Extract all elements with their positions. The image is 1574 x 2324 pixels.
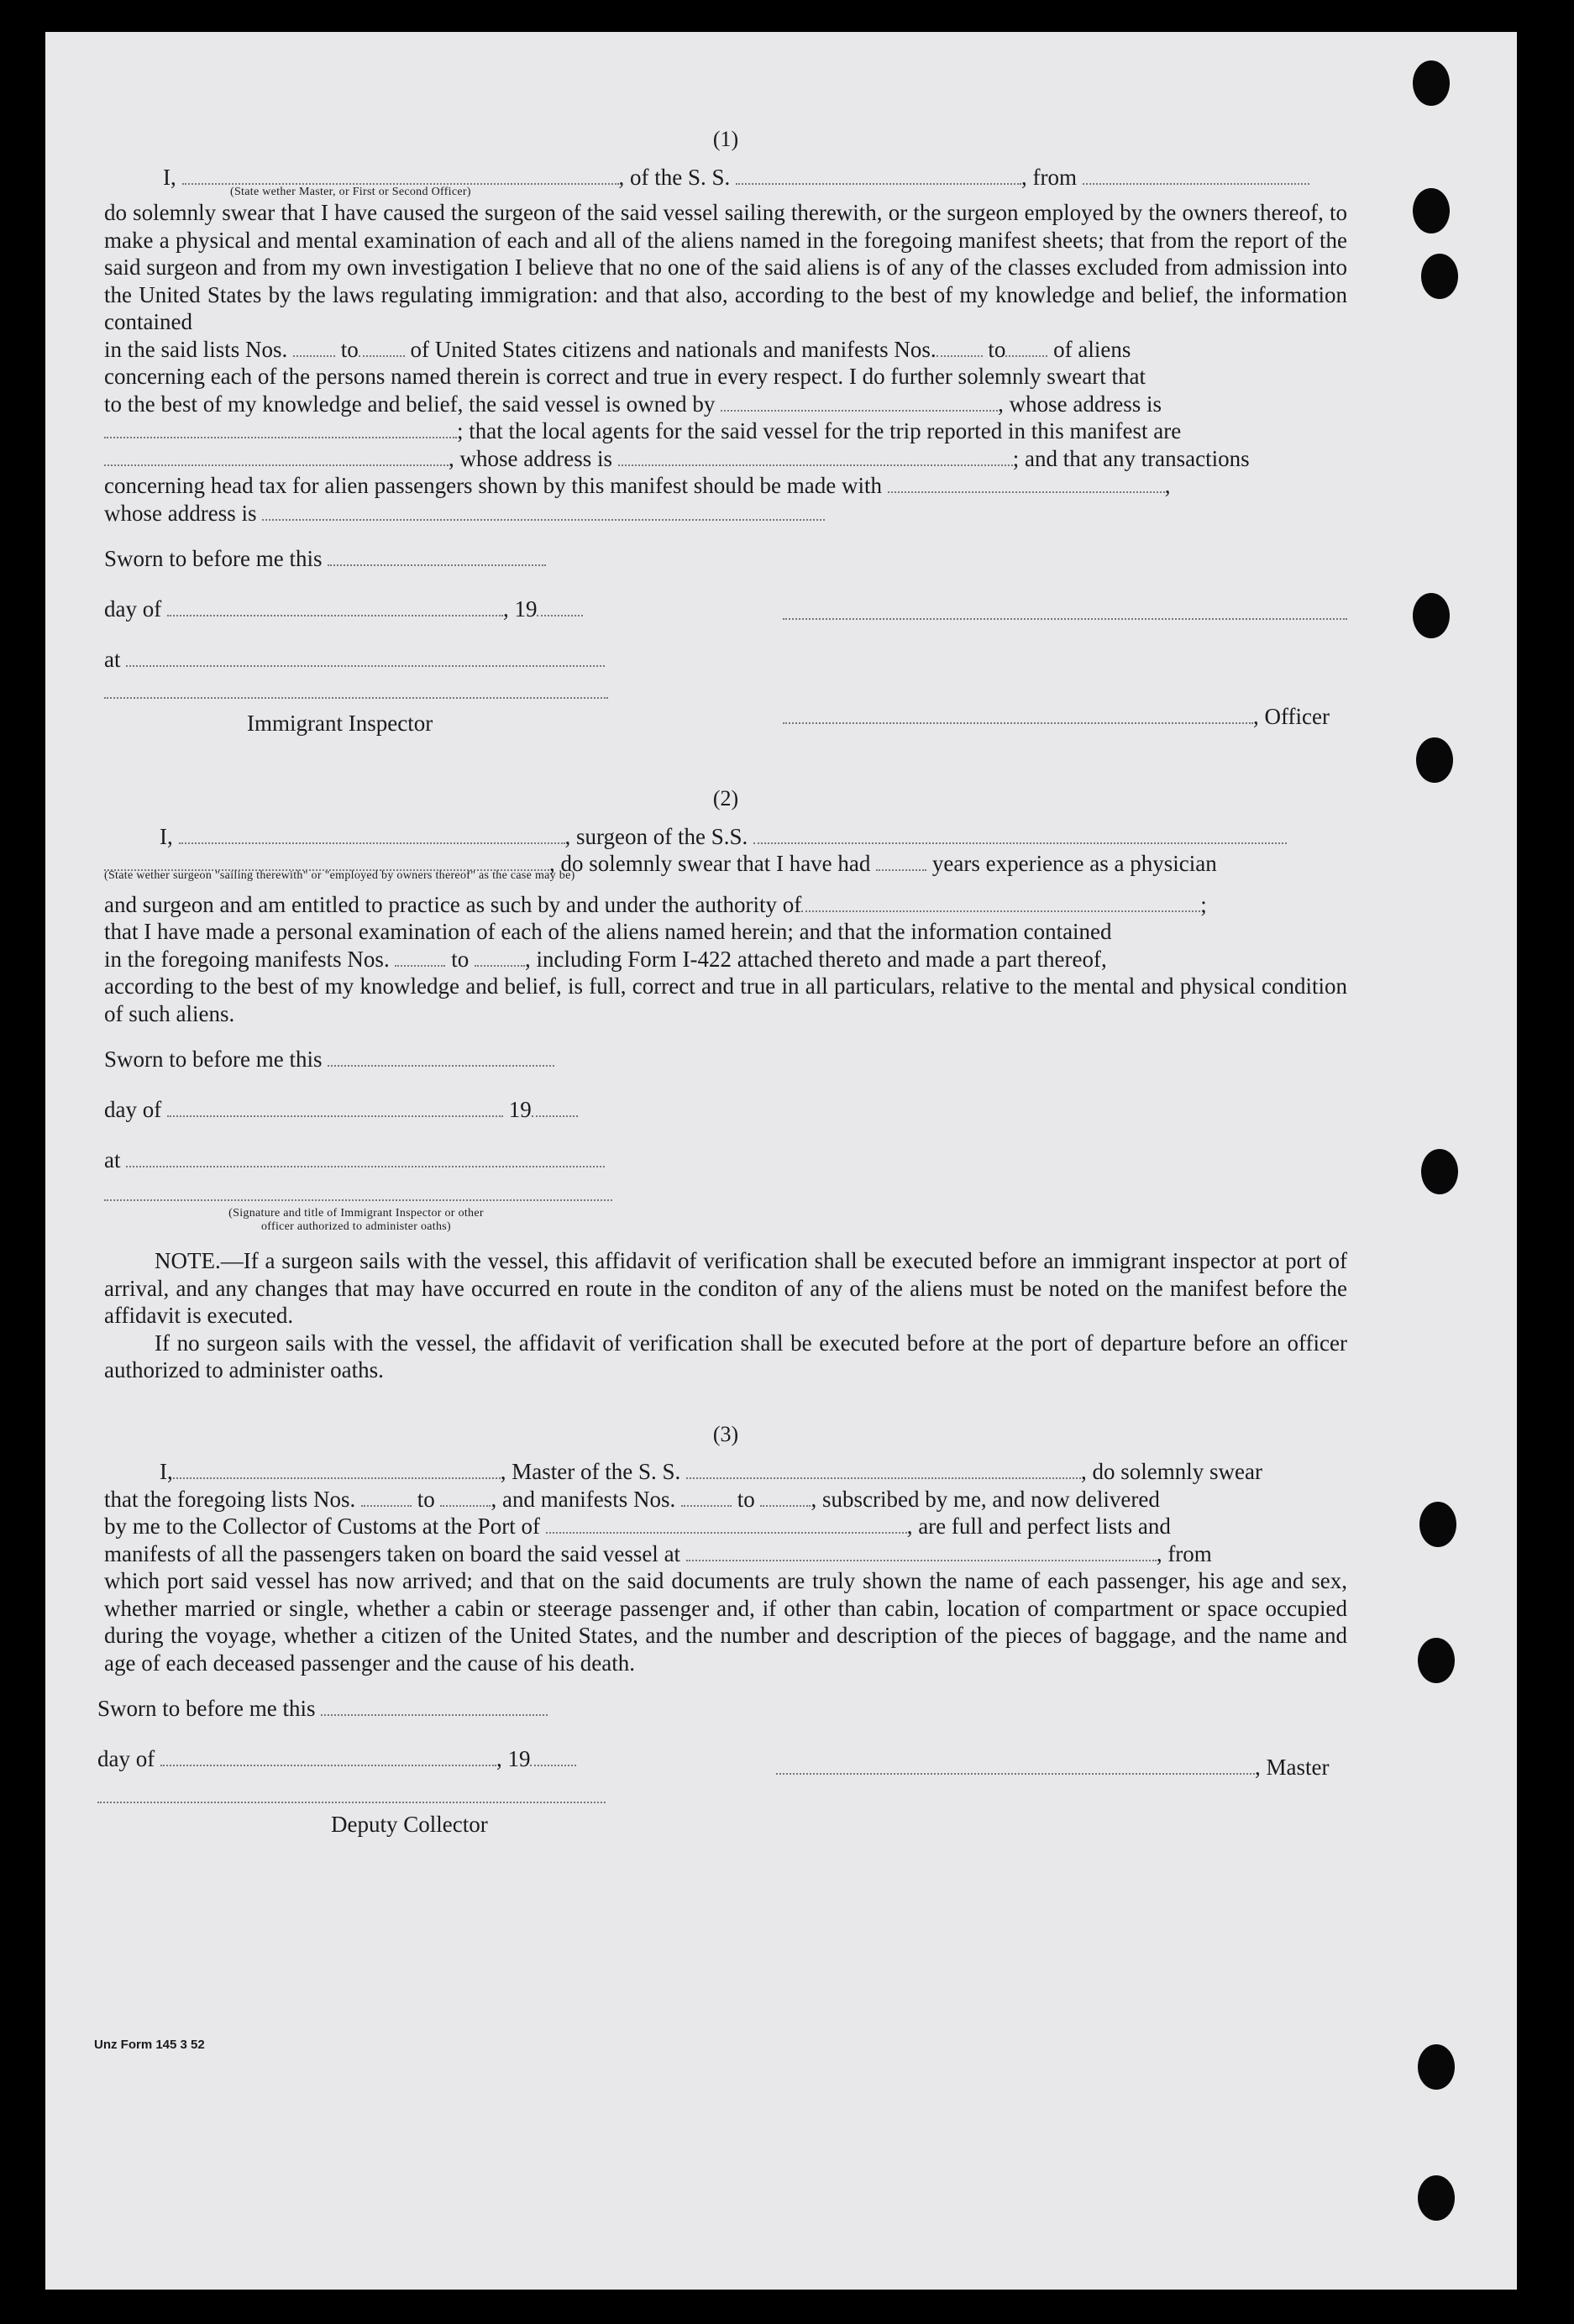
master-of-label: , Master of the S. S. <box>500 1459 681 1484</box>
master-label: , Master <box>1255 1755 1330 1780</box>
lists-to-field[interactable] <box>359 354 405 357</box>
years-field[interactable] <box>876 868 926 871</box>
pronoun-i: I, <box>160 823 173 849</box>
subscribed-label: , subscribed by me, and now delivered <box>811 1486 1160 1512</box>
lists-label: that the foregoing lists Nos. <box>104 1486 356 1512</box>
section-2-body-a: that I have made a personal examination of each of the aliens named herein; and that the information contained <box>104 919 1112 944</box>
year-prefix: 19 <box>508 1097 532 1122</box>
pronoun-i: I, <box>160 1459 173 1484</box>
aliens-label: of aliens <box>1053 336 1131 362</box>
owner-address-field[interactable] <box>104 436 457 438</box>
from-port-field[interactable] <box>1083 182 1309 185</box>
sworn-day-field[interactable] <box>328 1064 554 1067</box>
vessel-name-field[interactable] <box>753 842 1287 844</box>
year-prefix: , 19 <box>502 596 538 622</box>
vessel-name-field[interactable] <box>736 182 1021 185</box>
section-1-number: (1) <box>712 127 739 151</box>
manifests-from-field[interactable] <box>395 964 445 967</box>
authority-label: and surgeon and am entitled to practice as such by and under the authority of <box>104 891 802 917</box>
at-label: at <box>104 647 121 672</box>
and-manifests-label: , and manifests Nos. <box>491 1486 676 1512</box>
including-label: , including Form I-422 attached thereto and made a part thereof, <box>524 946 1107 972</box>
form-content <box>97 126 1347 1863</box>
citizens-label: of United States citizens and nationals and manifests Nos. <box>410 336 937 362</box>
manifests-from-field[interactable] <box>937 354 983 357</box>
manifests-to-field[interactable] <box>475 964 525 967</box>
officer-label: , Officer <box>1253 704 1330 729</box>
agents-address-field[interactable] <box>618 464 1013 466</box>
manifests-to-field[interactable] <box>1005 354 1047 357</box>
collector-label: by me to the Collector of Customs at the Port of <box>104 1513 540 1539</box>
section-3-number: (3) <box>712 1421 739 1446</box>
lists-from-field[interactable] <box>293 354 335 357</box>
manifests-to-field[interactable] <box>760 1504 811 1507</box>
comma: , <box>1164 473 1171 498</box>
section-2-body-b: according to the best of my knowledge and belief, is full, correct and true in all particulars, relative to the mental and physical condition of such aliens. <box>104 973 1347 1026</box>
from-label: , from <box>1156 1540 1212 1566</box>
to-label: to <box>340 336 359 362</box>
head-tax-address-field[interactable] <box>262 518 825 521</box>
lists-label: in the said lists Nos. <box>104 336 288 362</box>
section-1 <box>104 126 1347 755</box>
place-field[interactable] <box>126 1165 605 1167</box>
punch-hole <box>1421 1149 1458 1194</box>
surgeon-label: , surgeon of the S.S. <box>564 823 748 849</box>
port-field[interactable] <box>546 1531 907 1534</box>
rank-field[interactable] <box>182 182 619 185</box>
officer-signature-field[interactable] <box>783 721 1253 724</box>
whose-address-label: whose address is <box>104 500 257 526</box>
whose-address-label: , whose address is <box>998 391 1162 417</box>
inspector-signature-line[interactable] <box>104 696 608 699</box>
year-field[interactable] <box>532 1115 578 1117</box>
to-label: to <box>737 1486 755 1512</box>
full-lists-label: , are full and perfect lists and <box>906 1513 1171 1539</box>
punch-hole <box>1419 1502 1456 1547</box>
years-label: years experience as a physician <box>931 851 1217 876</box>
year-prefix: , 19 <box>496 1746 531 1771</box>
surgeon-name-field[interactable] <box>179 842 565 844</box>
surgeon-status-hint: (State wether surgeon "sailing therewith" or "employed by owners thereof" as the case may be) <box>104 868 575 882</box>
sworn-day-field[interactable] <box>321 1713 548 1716</box>
punch-hole <box>1421 254 1458 299</box>
authority-field[interactable] <box>801 910 1200 912</box>
sworn-day-field[interactable] <box>328 564 546 566</box>
from-label: , from <box>1021 164 1077 190</box>
manifests-from-field[interactable] <box>681 1504 732 1507</box>
section-1-body-a: do solemnly swear that I have caused the surgeon of the said vessel sailing therewith, or the surgeon employed by the owners thereof, to make a physical and mental examination of each and all of the aliens named in the foregoing manifest sheets; that from the report of the said surgeon and from my own investigation I believe that no one of the said aliens is of any of the classes excluded from admission into the United States by the laws regulating immigration: and that also, according to the best of my knowledge and belief, the information contained <box>104 200 1347 334</box>
day-of-label: day of <box>97 1746 155 1771</box>
rank-hint: (State wether Master, or First or Second Officer) <box>230 186 471 198</box>
to-label: to <box>451 946 470 972</box>
year-field[interactable] <box>530 1764 576 1766</box>
day-of-label: day of <box>104 596 162 622</box>
sworn-label: Sworn to before me this <box>104 546 323 571</box>
section-2-number: (2) <box>712 786 739 811</box>
punch-hole <box>1413 593 1450 638</box>
signature-hint-2: officer authorized to administer oaths) <box>260 1220 452 1233</box>
signature-hint-1: (Signature and title of Immigrant Inspector or other <box>228 1207 484 1220</box>
lists-to-field[interactable] <box>440 1504 491 1507</box>
collector-signature-line[interactable] <box>97 1801 606 1803</box>
to-label: to <box>988 336 1006 362</box>
lists-from-field[interactable] <box>361 1504 412 1507</box>
punch-hole <box>1416 737 1453 783</box>
section-1-body-b: concerning each of the persons named therein is correct and true in every respect. I do further solemnly sweart that <box>104 364 1146 389</box>
sworn-label: Sworn to before me this <box>97 1696 316 1721</box>
month-field[interactable] <box>167 1115 503 1117</box>
transactions-label: ; and that any transactions <box>1012 445 1250 471</box>
note-paragraph: NOTE.—If a surgeon sails with the vessel, this affidavit of verification shall be executed before an immigrant inspector at port of arrival, and any changes that may have occurred en route in the conditon of any of the aliens must be noted on the manifest before the affidavit is executed. <box>104 1248 1347 1328</box>
head-tax-party-field[interactable] <box>888 491 1165 493</box>
owned-label: to the best of my knowledge and belief, the said vessel is owned by <box>104 391 716 417</box>
punch-hole <box>1418 2175 1455 2221</box>
officer-signature-line-top[interactable] <box>783 617 1347 620</box>
master-signature-field[interactable] <box>776 1772 1255 1775</box>
day-of-label: day of <box>104 1097 162 1122</box>
section-3 <box>97 1421 1347 1864</box>
agents-field[interactable] <box>104 464 449 466</box>
note-paragraph-2: If no surgeon sails with the vessel, the affidavit of verification shall be executed before at the port of departure before an officer authorized to administer oaths. <box>104 1330 1347 1382</box>
punch-hole <box>1413 60 1450 106</box>
owner-field[interactable] <box>721 409 998 412</box>
whose-address-label: , whose address is <box>449 445 612 471</box>
deputy-collector-label: Deputy Collector <box>331 1812 488 1837</box>
at-label: at <box>104 1147 121 1172</box>
place-field[interactable] <box>126 664 605 667</box>
semicolon: ; <box>1200 891 1207 917</box>
manifests-of-label: manifests of all the passengers taken on board the said vessel at <box>104 1540 681 1566</box>
form-number: Unz Form 145 3 52 <box>94 2038 205 2052</box>
vessel-name-field[interactable] <box>686 1477 1081 1479</box>
agents-label: ; that the local agents for the said vessel for the trip reported in this manifest are <box>457 418 1182 443</box>
head-tax-label: concerning head tax for alien passengers shown by this manifest should be made with <box>104 473 883 498</box>
inspector-label: Immigrant Inspector <box>247 711 433 736</box>
of-ss-label: , of the S. S. <box>618 164 731 190</box>
punch-hole <box>1418 2044 1455 2090</box>
year-field[interactable] <box>537 614 583 616</box>
swear-label: , do solemnly swear <box>1080 1459 1262 1484</box>
pronoun-i: I, <box>163 164 176 190</box>
sworn-label: Sworn to before me this <box>104 1047 323 1072</box>
month-field[interactable] <box>160 1764 496 1766</box>
to-label: to <box>417 1486 435 1512</box>
punch-hole <box>1418 1638 1455 1683</box>
authority-signature-line[interactable] <box>104 1199 612 1201</box>
section-3-body: which port said vessel has now arrived; and that on the said documents are truly shown the name of each passenger, his age and sex, whether married or single, whether a cabin or steerage passenger and, if other than cabin, location of compartment or space occupied during the voyage, whether a citizen of the United States, and the number and description of the pieces of baggage, and the name and age of each deceased passenger and the cause of his death. <box>104 1568 1347 1676</box>
swear-label: , do solemnly swear that I have had <box>549 851 871 876</box>
master-name-field[interactable] <box>173 1477 501 1479</box>
month-field[interactable] <box>167 614 503 616</box>
manifests-label: in the foregoing manifests Nos. <box>104 946 390 972</box>
punch-hole <box>1413 188 1450 233</box>
section-2 <box>104 785 1347 1384</box>
embark-port-field[interactable] <box>686 1559 1157 1561</box>
